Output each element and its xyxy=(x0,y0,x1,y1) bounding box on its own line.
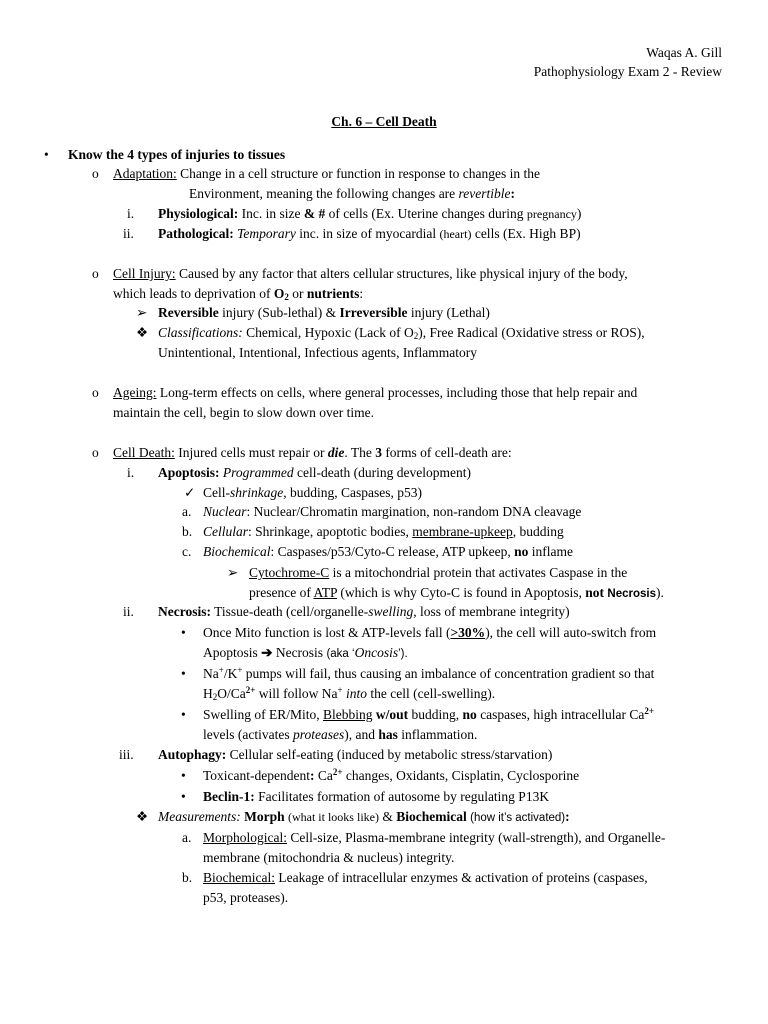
author-name: Waqas A. Gill xyxy=(646,45,722,60)
necrosis-item: Necrosis: Tissue-death (cell/organelle-swelling, loss of membrane integrity) xyxy=(158,604,570,619)
diamond-bullet-icon: ❖ xyxy=(136,325,149,340)
cell-injury-line: Cell Injury: Caused by any factor that alters cellular structures, like physical injury of the body, xyxy=(113,266,628,281)
roman-numeral: ii. xyxy=(123,226,134,241)
necrosis-point-3: Swelling of ER/Mito, Blebbing w/out budding, no caspases, high intracellular $Ca^{2+}$ xyxy=(203,706,655,722)
classifications-item: Classifications: Chemical, Hypoxic (Lack of $O_2$), Free Radical (Oxidative stress or ROS), xyxy=(158,325,645,341)
alpha-marker: a. xyxy=(182,830,192,845)
checkmark-icon: ✓ xyxy=(184,485,196,500)
circle-marker: o xyxy=(92,385,99,400)
roman-numeral: ii. xyxy=(123,604,134,619)
reversible-item: Reversible injury (Sub-lethal) & Irreversible injury (Lethal) xyxy=(158,305,490,320)
pathological-item: Pathological: Temporary inc. in size of myocardial (heart) cells (Ex. High BP) xyxy=(158,226,581,241)
nuclear-item: Nuclear: Nuclear/Chromatin margination, non-random DNA cleavage xyxy=(203,504,582,519)
necrosis-point-1: Once Mito function is lost & ATP-levels fall (>30%), the cell will auto-switch from xyxy=(203,625,657,640)
measurements-item: Measurements: Morph (what it looks like) & Biochemical (how it’s activated): xyxy=(158,809,570,824)
bullet-marker: • xyxy=(44,147,49,162)
roman-numeral: iii. xyxy=(119,747,134,762)
cytochrome-item: Cytochrome-C is a mitochondrial protein that activates Caspase in the xyxy=(249,565,628,580)
biochemical-measure-item: Biochemical: Leakage of intracellular enzymes & activation of proteins (caspases, xyxy=(203,870,648,885)
ageing-line-2: maintain the cell, begin to slow down over time. xyxy=(113,405,374,420)
adaptation-line-2: Environment, meaning the following changes are revertible: xyxy=(189,186,516,201)
cellular-item: Cellular: Shrinkage, apoptotic bodies, membrane-upkeep, budding xyxy=(203,524,564,539)
ageing-line: Ageing: Long-term effects on cells, where general processes, including those that help repair and xyxy=(113,385,638,400)
section-heading: Know the 4 types of injuries to tissues xyxy=(68,147,286,162)
diamond-bullet-icon: ❖ xyxy=(136,809,149,824)
classifications-item-2: Unintentional, Intentional, Infectious agents, Inflammatory xyxy=(158,345,478,360)
arrow-bullet-icon: ➢ xyxy=(227,565,239,580)
bullet-marker: • xyxy=(181,666,186,681)
page-title: Ch. 6 – Cell Death xyxy=(331,114,437,129)
apoptosis-item: Apoptosis: Programmed cell-death (during development) xyxy=(158,465,471,480)
adaptation-line: Adaptation: Change in a cell structure or function in response to changes in the xyxy=(113,166,541,181)
apoptosis-features: Cell-shrinkage, budding, Caspases, p53) xyxy=(203,485,422,500)
morphological-item-2: membrane (mitochondria & nucleus) integrity. xyxy=(203,850,455,865)
autophagy-item: Autophagy: Cellular self-eating (induced by metabolic stress/starvation) xyxy=(158,747,553,762)
cytochrome-item-2: presence of ATP (which is why Cyto-C is found in Apoptosis, not Necrosis). xyxy=(249,585,664,600)
alpha-marker: b. xyxy=(182,870,193,885)
necrosis-point-1-cont: Apoptosis ➔ Necrosis (aka ‘Oncosis’). xyxy=(203,645,408,660)
morphological-item: Morphological: Cell-size, Plasma-membrane integrity (wall-strength), and Organelle- xyxy=(203,830,666,845)
biochemical-item: Biochemical: Caspases/p53/Cyto-C release, ATP upkeep, no inflame xyxy=(203,544,573,559)
course-title: Pathophysiology Exam 2 - Review xyxy=(533,64,722,79)
alpha-marker: c. xyxy=(182,544,192,559)
cell-death-line: Cell Death: Injured cells must repair or die. The 3 forms of cell-death are: xyxy=(113,445,512,460)
circle-marker: o xyxy=(92,445,99,460)
necrosis-point-2: Na+/K+ pumps will fail, thus causing an imbalance of concentration gradient so that xyxy=(203,665,655,681)
circle-marker: o xyxy=(92,166,99,181)
alpha-marker: a. xyxy=(182,504,192,519)
autophagy-point-2: Beclin-1: Facilitates formation of autosome by regulating P13K xyxy=(203,789,550,804)
bullet-marker: • xyxy=(181,768,186,783)
right-arrow-icon: ➔ xyxy=(261,645,273,660)
necrosis-point-2-cont: $H_2O/Ca^{2+}$ will follow Na+ into the cell (cell-swelling). xyxy=(203,685,496,702)
biochemical-measure-item-2: p53, proteases). xyxy=(203,890,289,905)
arrow-bullet-icon: ➢ xyxy=(136,305,148,320)
alpha-marker: b. xyxy=(182,524,193,539)
roman-numeral: i. xyxy=(127,206,135,221)
autophagy-point-1: Toxicant-dependent: $Ca^{2+}$ changes, Oxidants, Cisplatin, Cyclosporine xyxy=(203,767,580,783)
roman-numeral: i. xyxy=(127,465,135,480)
bullet-marker: • xyxy=(181,789,186,804)
cell-injury-line-2: which leads to deprivation of $O_2$ or nutrients: xyxy=(113,286,364,302)
bullet-marker: • xyxy=(181,707,186,722)
bullet-marker: • xyxy=(181,625,186,640)
necrosis-point-3-cont: levels (activates proteases), and has inflammation. xyxy=(203,727,478,742)
circle-marker: o xyxy=(92,266,99,281)
physiological-item: Physiological: Inc. in size & # of cells (Ex. Uterine changes during pregnancy) xyxy=(158,206,582,221)
